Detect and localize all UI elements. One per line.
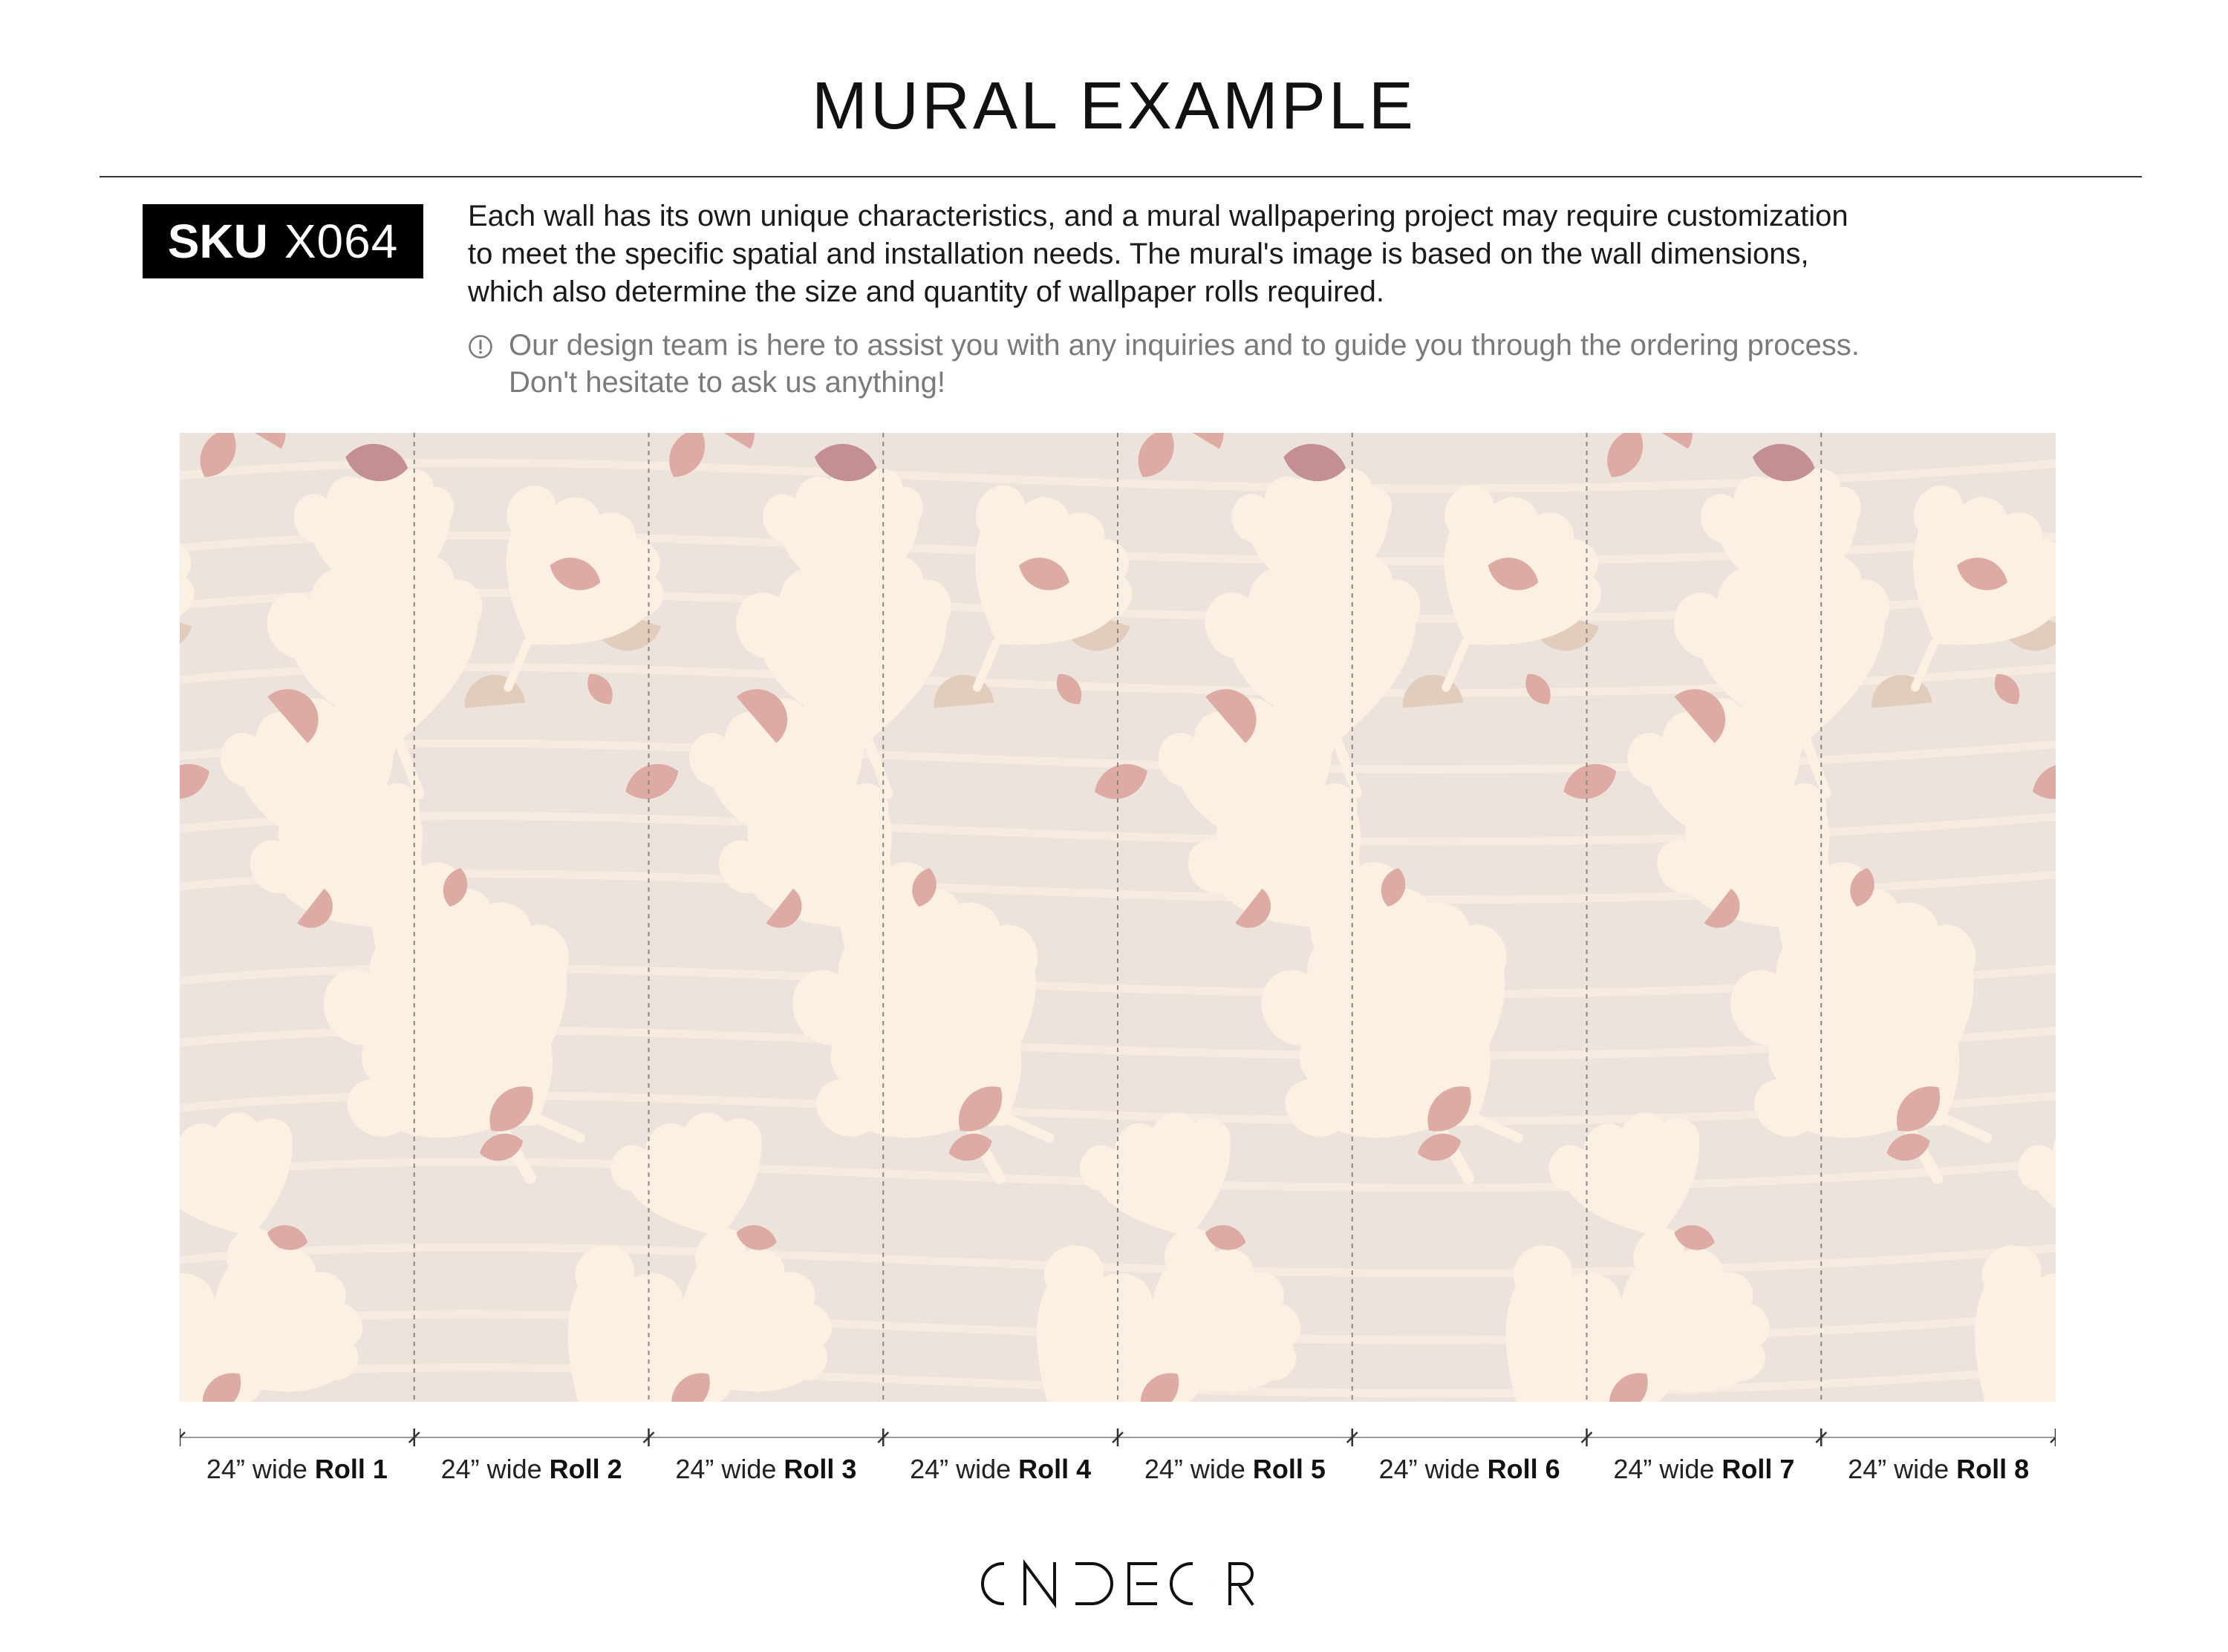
description-line: which also determine the size and quantity of wallpaper rolls required. — [468, 275, 1385, 308]
roll-label — [1118, 1454, 1352, 1485]
mural-pattern — [180, 433, 2056, 1402]
roll-label — [1352, 1454, 1587, 1485]
roll-name: Roll 2 — [549, 1454, 622, 1484]
sku-label: SKU — [167, 215, 268, 268]
roll-width: 24” wide — [1613, 1454, 1722, 1484]
info-circle-icon — [468, 334, 493, 359]
roll-name: Roll 7 — [1722, 1454, 1795, 1484]
roll-label — [649, 1454, 884, 1485]
roll-name: Roll 1 — [314, 1454, 388, 1484]
roll-name: Roll 8 — [1956, 1454, 2030, 1484]
roll-label — [180, 1454, 414, 1485]
roll-label — [883, 1454, 1118, 1485]
roll-name: Roll 6 — [1487, 1454, 1560, 1484]
roll-width: 24” wide — [1144, 1454, 1253, 1484]
assistance-note — [468, 327, 2079, 401]
roll-name: Roll 3 — [784, 1454, 857, 1484]
roll-width: 24” wide — [206, 1454, 315, 1484]
roll-width: 24” wide — [675, 1454, 784, 1484]
roll-name: Roll 4 — [1018, 1454, 1092, 1484]
page-title: MURAL EXAMPLE — [812, 69, 1416, 143]
roll-width: 24” wide — [910, 1454, 1019, 1484]
title-divider — [100, 176, 2142, 177]
description-line: Each wall has its own unique characteristics, and a mural wallpapering project may require customization — [468, 200, 1848, 232]
roll-width: 24” wide — [440, 1454, 550, 1484]
brand-logo — [973, 1558, 1255, 1610]
roll-label — [1821, 1454, 2056, 1485]
roll-width: 24” wide — [1848, 1454, 1957, 1484]
sku-badge — [143, 204, 423, 278]
roll-label — [414, 1454, 649, 1485]
width-ruler — [180, 1424, 2056, 1451]
note-line: Our design team is here to assist you with any inquiries and to guide you through the ordering process. — [509, 329, 1860, 362]
mural-description — [468, 197, 2079, 311]
roll-labels — [180, 1454, 2056, 1498]
roll-width: 24” wide — [1378, 1454, 1488, 1484]
mural-preview — [180, 433, 2056, 1402]
description-line: to meet the specific spatial and installation needs. The mural's image is based on the wall dimensions, — [468, 238, 1809, 270]
sku-code: X064 — [284, 215, 399, 268]
roll-label — [1587, 1454, 1822, 1485]
roll-name: Roll 5 — [1252, 1454, 1326, 1484]
note-line: Don't hesitate to ask us anything! — [509, 366, 945, 399]
